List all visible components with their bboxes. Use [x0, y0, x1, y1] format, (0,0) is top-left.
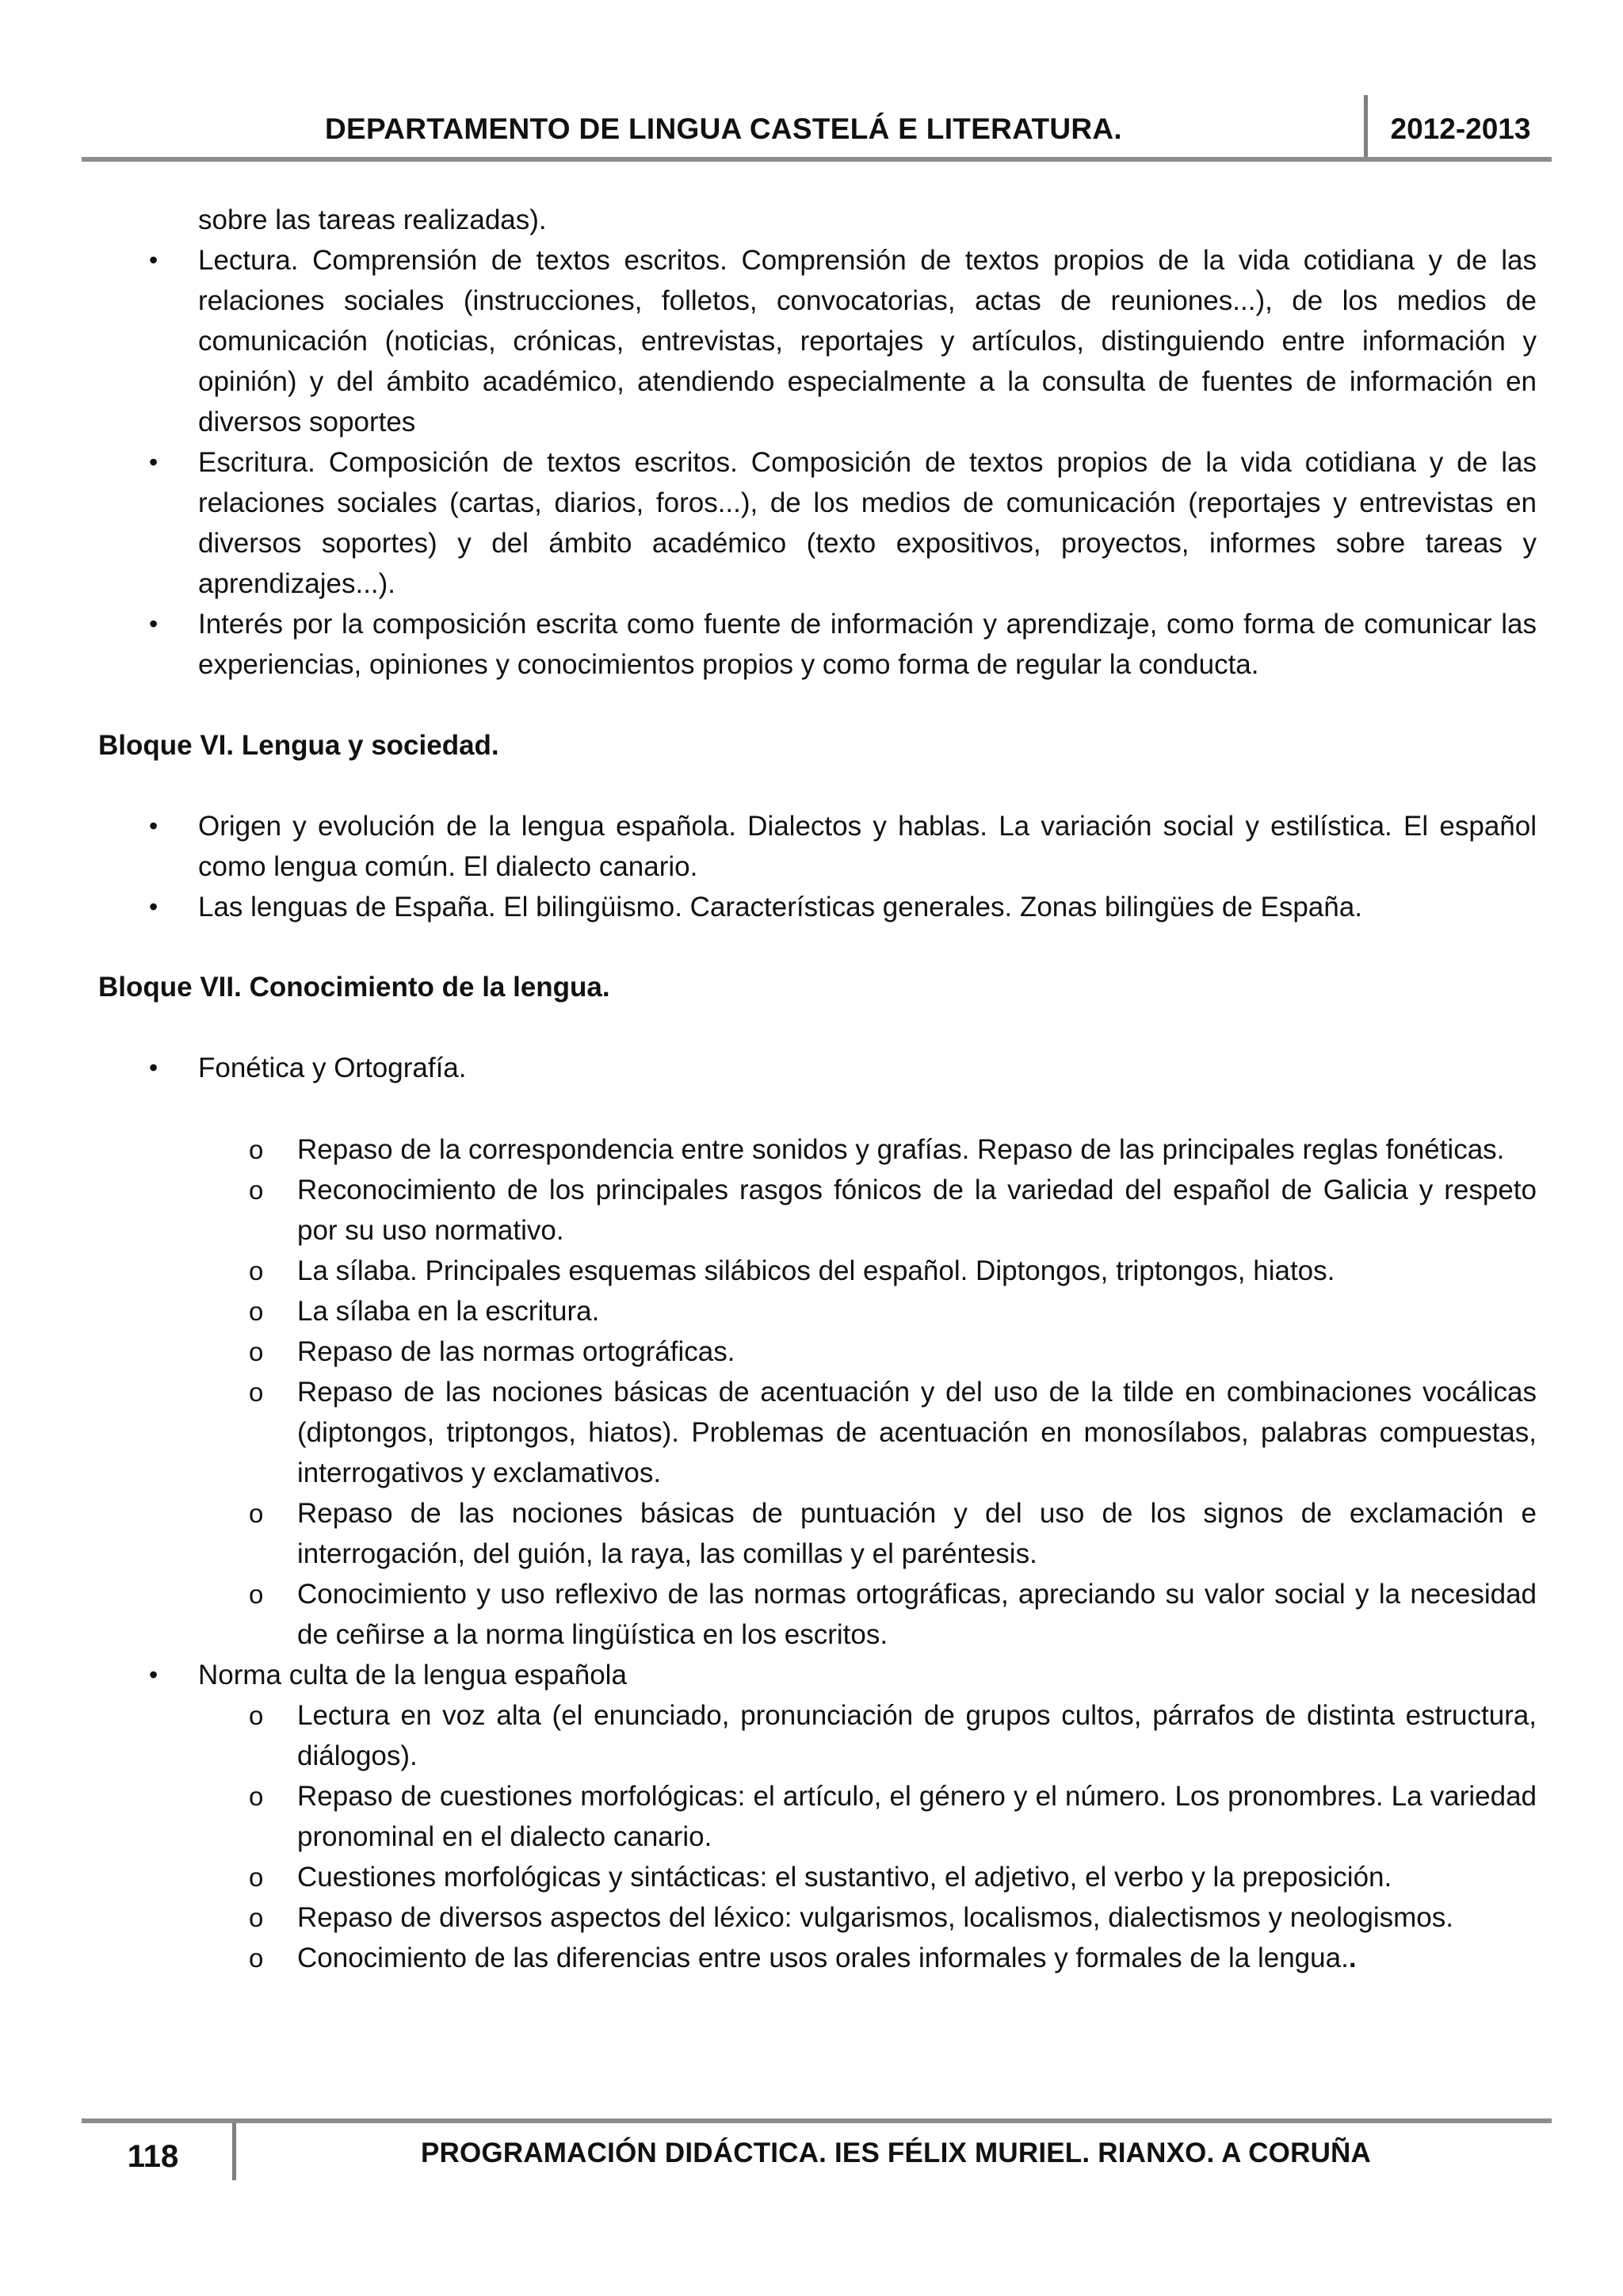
bullet-list-writing: [98, 240, 1537, 685]
bullet-list-bloque-vi: [98, 806, 1537, 927]
list-item-text: Escritura. Composición de textos escritos. Composición de textos propios de la vida cotidiana y de las relaciones sociales (cartas, diarios, foros...), de los medios de comunicación (reportajes y entrevistas en diversos soportes) y del ámbito académico (texto expositivos, proyectos, informes sobre tareas y aprendizajes...).: [198, 447, 1537, 599]
sub-list-item: [98, 1574, 1537, 1655]
sub-list-item: [98, 1493, 1537, 1574]
circle-bullet-icon: o: [249, 1377, 264, 1407]
header-rule: [82, 157, 1552, 162]
circle-bullet-icon: o: [249, 1175, 264, 1205]
bullet-icon: •: [149, 609, 158, 638]
sub-list-item: [98, 1251, 1537, 1291]
circle-bullet-icon: o: [249, 1943, 264, 1973]
sub-list-item: [98, 1695, 1537, 1776]
sub-list-item: [98, 1291, 1537, 1331]
school-year: 2012-2013: [1390, 113, 1531, 145]
circle-bullet-icon: o: [249, 1782, 264, 1811]
circle-bullet-icon: o: [249, 1499, 264, 1528]
sub-list-item: [98, 1331, 1537, 1372]
footer-rule: [82, 2118, 1552, 2123]
page-footer: [82, 2118, 1552, 2180]
circle-bullet-icon: o: [249, 1135, 264, 1164]
list-item: [98, 806, 1537, 887]
sub-list-item: [98, 1897, 1537, 1938]
sub-list-item-text: Reconocimiento de los principales rasgos fónicos de la variedad del español de Galicia y respeto por su uso normativo.: [297, 1175, 1537, 1246]
circle-bullet-icon: o: [249, 1297, 264, 1326]
list-item-text: Origen y evolución de la lengua española. Dialectos y hablas. La variación social y estilística. El español como lengua común. El dialecto canario.: [198, 811, 1537, 882]
sub-list-norma: [98, 1695, 1537, 1978]
sub-list-item-text: Repaso de las normas ortográficas.: [297, 1336, 735, 1367]
sub-list-item-text: Repaso de cuestiones morfológicas: el artículo, el género y el número. Los pronombres. La variedad pronominal en el dialecto canario.: [297, 1781, 1537, 1852]
list-item-text: Lectura. Comprensión de textos escritos. Comprensión de textos propios de la vida cotidiana y de las relaciones sociales (instrucciones, folletos, convocatorias, actas de reuniones...), de los medios de comunicación (noticias, crónicas, entrevistas, reportajes y artículos, distinguiendo entre información y opinión) y del ámbito académico, atendiendo especialmente a la consulta de fuentes de información en diversos soportes: [198, 245, 1537, 437]
footer-title: PROGRAMACIÓN DIDÁCTICA. IES FÉLIX MURIEL. RIANXO. A CORUÑA: [420, 2137, 1372, 2168]
list-item-text: Las lenguas de España. El bilingüismo. Características generales. Zonas bilingües de España.: [198, 892, 1362, 923]
bullet-icon: •: [149, 812, 158, 840]
list-item: [98, 240, 1537, 442]
sub-list-fonetica: [98, 1129, 1537, 1655]
sub-list-item: [98, 1857, 1537, 1897]
sub-list-item-text: Conocimiento de las diferencias entre usos orales informales y formales de la lengua.: [297, 1943, 1349, 1973]
sub-list-item-text: Cuestiones morfológicas y sintácticas: el sustantivo, el adjetivo, el verbo y la preposición.: [297, 1862, 1392, 1893]
footer-divider: [232, 2123, 236, 2180]
sub-list-item-text: Lectura en voz alta (el enunciado, pronunciación de grupos cultos, párrafos de distinta estructura, diálogos).: [297, 1700, 1537, 1771]
circle-bullet-icon: o: [249, 1580, 264, 1609]
circle-bullet-icon: o: [249, 1862, 264, 1892]
bullet-icon: •: [149, 1053, 158, 1082]
sub-list-item-text: La sílaba en la escritura.: [297, 1296, 600, 1327]
header-divider: [1364, 95, 1368, 162]
list-item: [98, 1655, 1537, 1695]
bullet-list-norma: [98, 1655, 1537, 1695]
sub-list-item-text: Conocimiento y uso reflexivo de las normas ortográficas, apreciando su valor social y la necesidad de ceñirse a la norma lingüística en los escritos.: [297, 1579, 1537, 1650]
sub-list-item-text: La sílaba. Principales esquemas silábicos del español. Diptongos, triptongos, hiatos.: [297, 1255, 1335, 1286]
page-number: 118: [127, 2139, 179, 2174]
circle-bullet-icon: o: [249, 1701, 264, 1730]
sub-list-item-text: Repaso de las nociones básicas de acentuación y del uso de la tilde en combinaciones vocálicas (diptongos, triptongos, hiatos). Problemas de acentuación en monosílabos, palabras compuestas, interrogativos y exclamativos.: [297, 1377, 1537, 1488]
section-heading-bloque-vii: Bloque VII. Conocimiento de la lengua.: [98, 972, 610, 1003]
page-content: [98, 200, 1537, 1978]
sub-list-item-text: Repaso de la correspondencia entre sonidos y grafías. Repaso de las principales reglas fonéticas.: [297, 1134, 1505, 1165]
bullet-icon: •: [149, 1660, 158, 1689]
closing-period: .: [1348, 1943, 1357, 1973]
list-item: [98, 442, 1537, 604]
list-item: [98, 1048, 1537, 1088]
list-item-text: Fonética y Ortografía.: [198, 1052, 467, 1083]
circle-bullet-icon: o: [249, 1903, 264, 1932]
bullet-list-bloque-vii: [98, 1048, 1537, 1088]
sub-list-item: [98, 1372, 1537, 1493]
circle-bullet-icon: o: [249, 1256, 264, 1286]
list-item-text: Interés por la composición escrita como fuente de información y aprendizaje, como forma de comunicar las experiencias, opiniones y conocimientos propios y como forma de regular la conducta.: [198, 609, 1537, 680]
sub-list-item: [98, 1170, 1537, 1251]
continuation-text: sobre las tareas realizadas).: [198, 204, 547, 235]
page-header: [82, 95, 1552, 162]
sub-list-item-text: Repaso de las nociones básicas de puntuación y del uso de los signos de exclamación e interrogación, del guión, la raya, las comillas y el paréntesis.: [297, 1498, 1537, 1569]
sub-list-item-text: Repaso de diversos aspectos del léxico: vulgarismos, localismos, dialectismos y neologismos.: [297, 1902, 1453, 1933]
sub-list-item: [98, 1776, 1537, 1857]
sub-list-item: [98, 1129, 1537, 1170]
department-title: DEPARTAMENTO DE LINGUA CASTELÁ E LITERATURA.: [324, 113, 1123, 145]
list-item-text: Norma culta de la lengua española: [198, 1660, 627, 1690]
bullet-icon: •: [149, 246, 158, 274]
section-heading-bloque-vi: Bloque VI. Lengua y sociedad.: [98, 730, 499, 761]
bullet-icon: •: [149, 892, 158, 921]
list-item: [98, 604, 1537, 685]
list-item: [98, 887, 1537, 927]
circle-bullet-icon: o: [249, 1337, 264, 1366]
bullet-icon: •: [149, 448, 158, 476]
sub-list-item: [98, 1938, 1537, 1978]
